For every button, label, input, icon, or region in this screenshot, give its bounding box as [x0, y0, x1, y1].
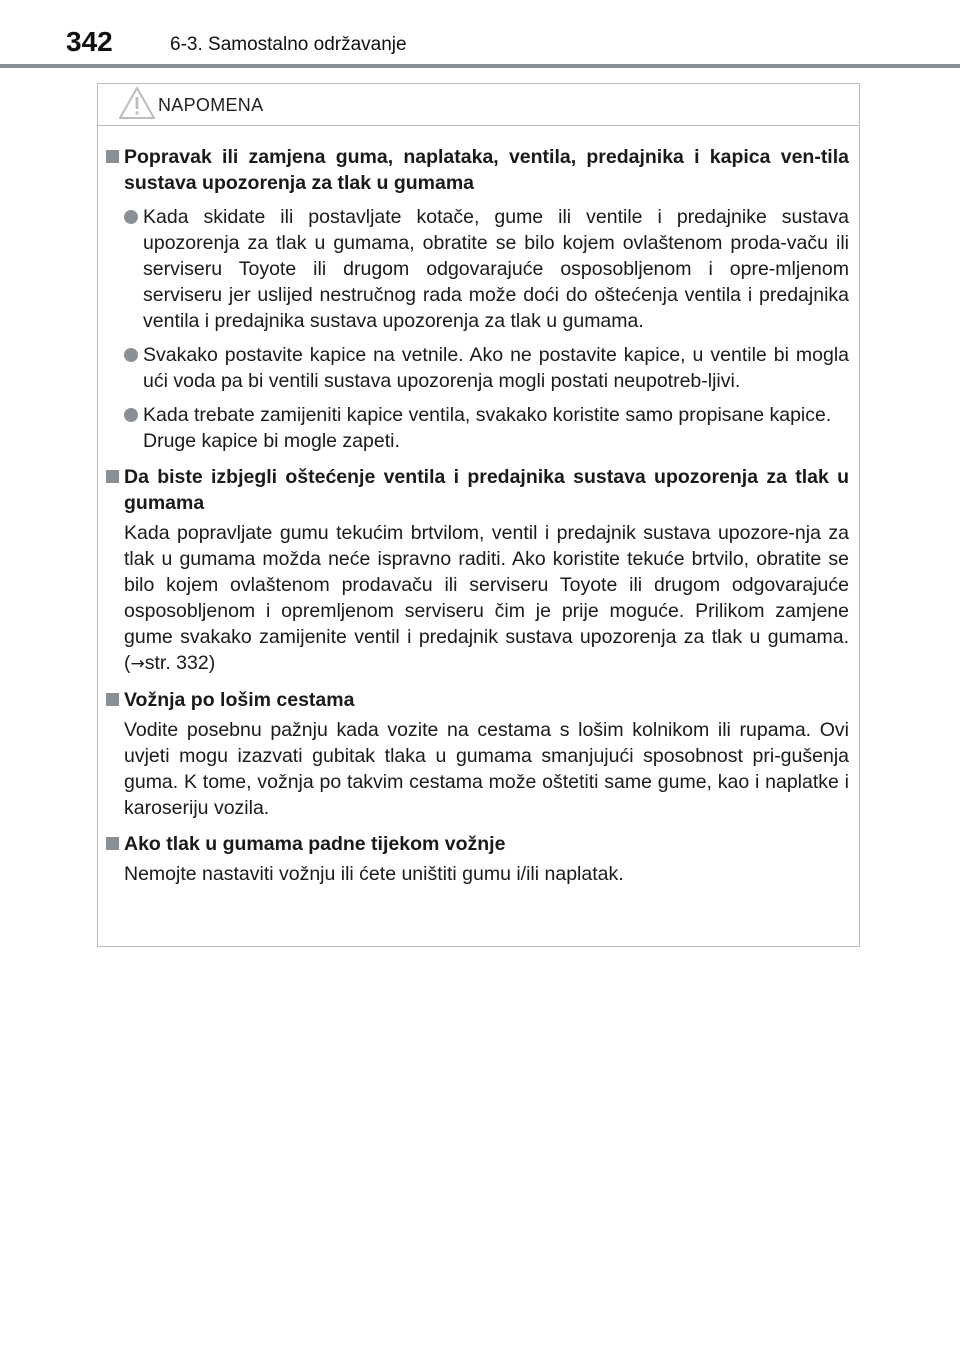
- note-section: [98, 831, 859, 887]
- list-item: [124, 402, 849, 454]
- note-header: [98, 84, 859, 126]
- page-reference: str. 332): [144, 652, 216, 674]
- arrow-icon: →: [130, 654, 145, 674]
- section-paragraph: [124, 520, 849, 677]
- round-bullet-icon: [124, 348, 138, 362]
- section-title: 6-3. Samostalno održavanje: [170, 34, 407, 55]
- section-paragraph: Nemojte nastaviti vožnju ili ćete uništiti gumu i/ili naplatak.: [124, 863, 624, 885]
- note-title: NAPOMENA: [158, 95, 264, 115]
- square-bullet-icon: [106, 837, 119, 850]
- list-item-text: Kada skidate ili postavljate kotače, gume ili ventile i predajnike sustava upozorenja za tlak u gumama, obratite se bilo kojem ovlaštenom proda-vaču ili serviseru Toyote ili drugom odgovarajuće osposobljenom i opre-mljenom serviseru jer uslijed nestručnog rada može doći do oštećenja ventila i predajnika ventila i predajnika sustava upozorenja za tlak u gumama.: [143, 206, 849, 332]
- square-bullet-icon: [106, 150, 119, 163]
- page-header: [0, 0, 960, 70]
- note-content: [98, 144, 859, 897]
- section-heading: Popravak ili zamjena guma, naplataka, ventila, predajnika i kapica ven-tila sustava upozorenja za tlak u gumama: [124, 146, 849, 194]
- list-item-text: Druge kapice bi mogle zapeti.: [143, 430, 400, 452]
- warning-triangle-icon: [117, 85, 157, 121]
- list-item-text: Kada trebate zamijeniti kapice ventila, svakako koristite samo propisane kapice.: [143, 404, 832, 426]
- header-rule: [0, 64, 960, 68]
- section-heading: Da biste izbjegli oštećenje ventila i predajnika sustava upozorenja za tlak u gumama: [124, 466, 849, 514]
- round-bullet-icon: [124, 408, 138, 422]
- paragraph-text: Kada popravljate gumu tekućim brtvilom, ventil i predajnik sustava upozore-nja za tlak u gumama možda neće ispravno raditi. Ako koristite tekuće brtvilo, obratite se bilo kojem ovlaštenom prodavaču ili serviseru Toyote ili drugom odgovarajuće osposobljenom i opremljenom serviseru čim je prije moguće. Prilikom zamjene gume svakako zamijenite ventil i predajnik sustava upozorenja za tlak u gumama. (: [124, 522, 849, 674]
- note-section: [98, 687, 859, 821]
- page-number: 342: [66, 26, 113, 57]
- section-heading: Ako tlak u gumama padne tijekom vožnje: [124, 833, 506, 855]
- list-item: [124, 204, 849, 334]
- round-bullet-icon: [124, 210, 138, 224]
- note-section: [98, 464, 859, 677]
- list-item: [124, 342, 849, 394]
- note-section: [98, 144, 859, 454]
- section-paragraph: Vodite posebnu pažnju kada vozite na cestama s lošim kolnikom ili rupama. Ovi uvjeti mogu izazvati gubitak tlaka u gumama smanjujući sposobnost pri-gušenja guma. K tome, vožnja po takvim cestama može oštetiti same gume, kao i naplatke i karoseriju vozila.: [124, 719, 849, 819]
- note-box: [97, 83, 860, 947]
- section-heading: Vožnja po lošim cestama: [124, 689, 355, 711]
- list-item-text: Svakako postavite kapice na vetnile. Ako ne postavite kapice, u ventile bi mogla ući voda pa bi ventili sustava upozorenja mogli postati neupotreb-ljivi.: [143, 344, 849, 392]
- square-bullet-icon: [106, 470, 119, 483]
- square-bullet-icon: [106, 693, 119, 706]
